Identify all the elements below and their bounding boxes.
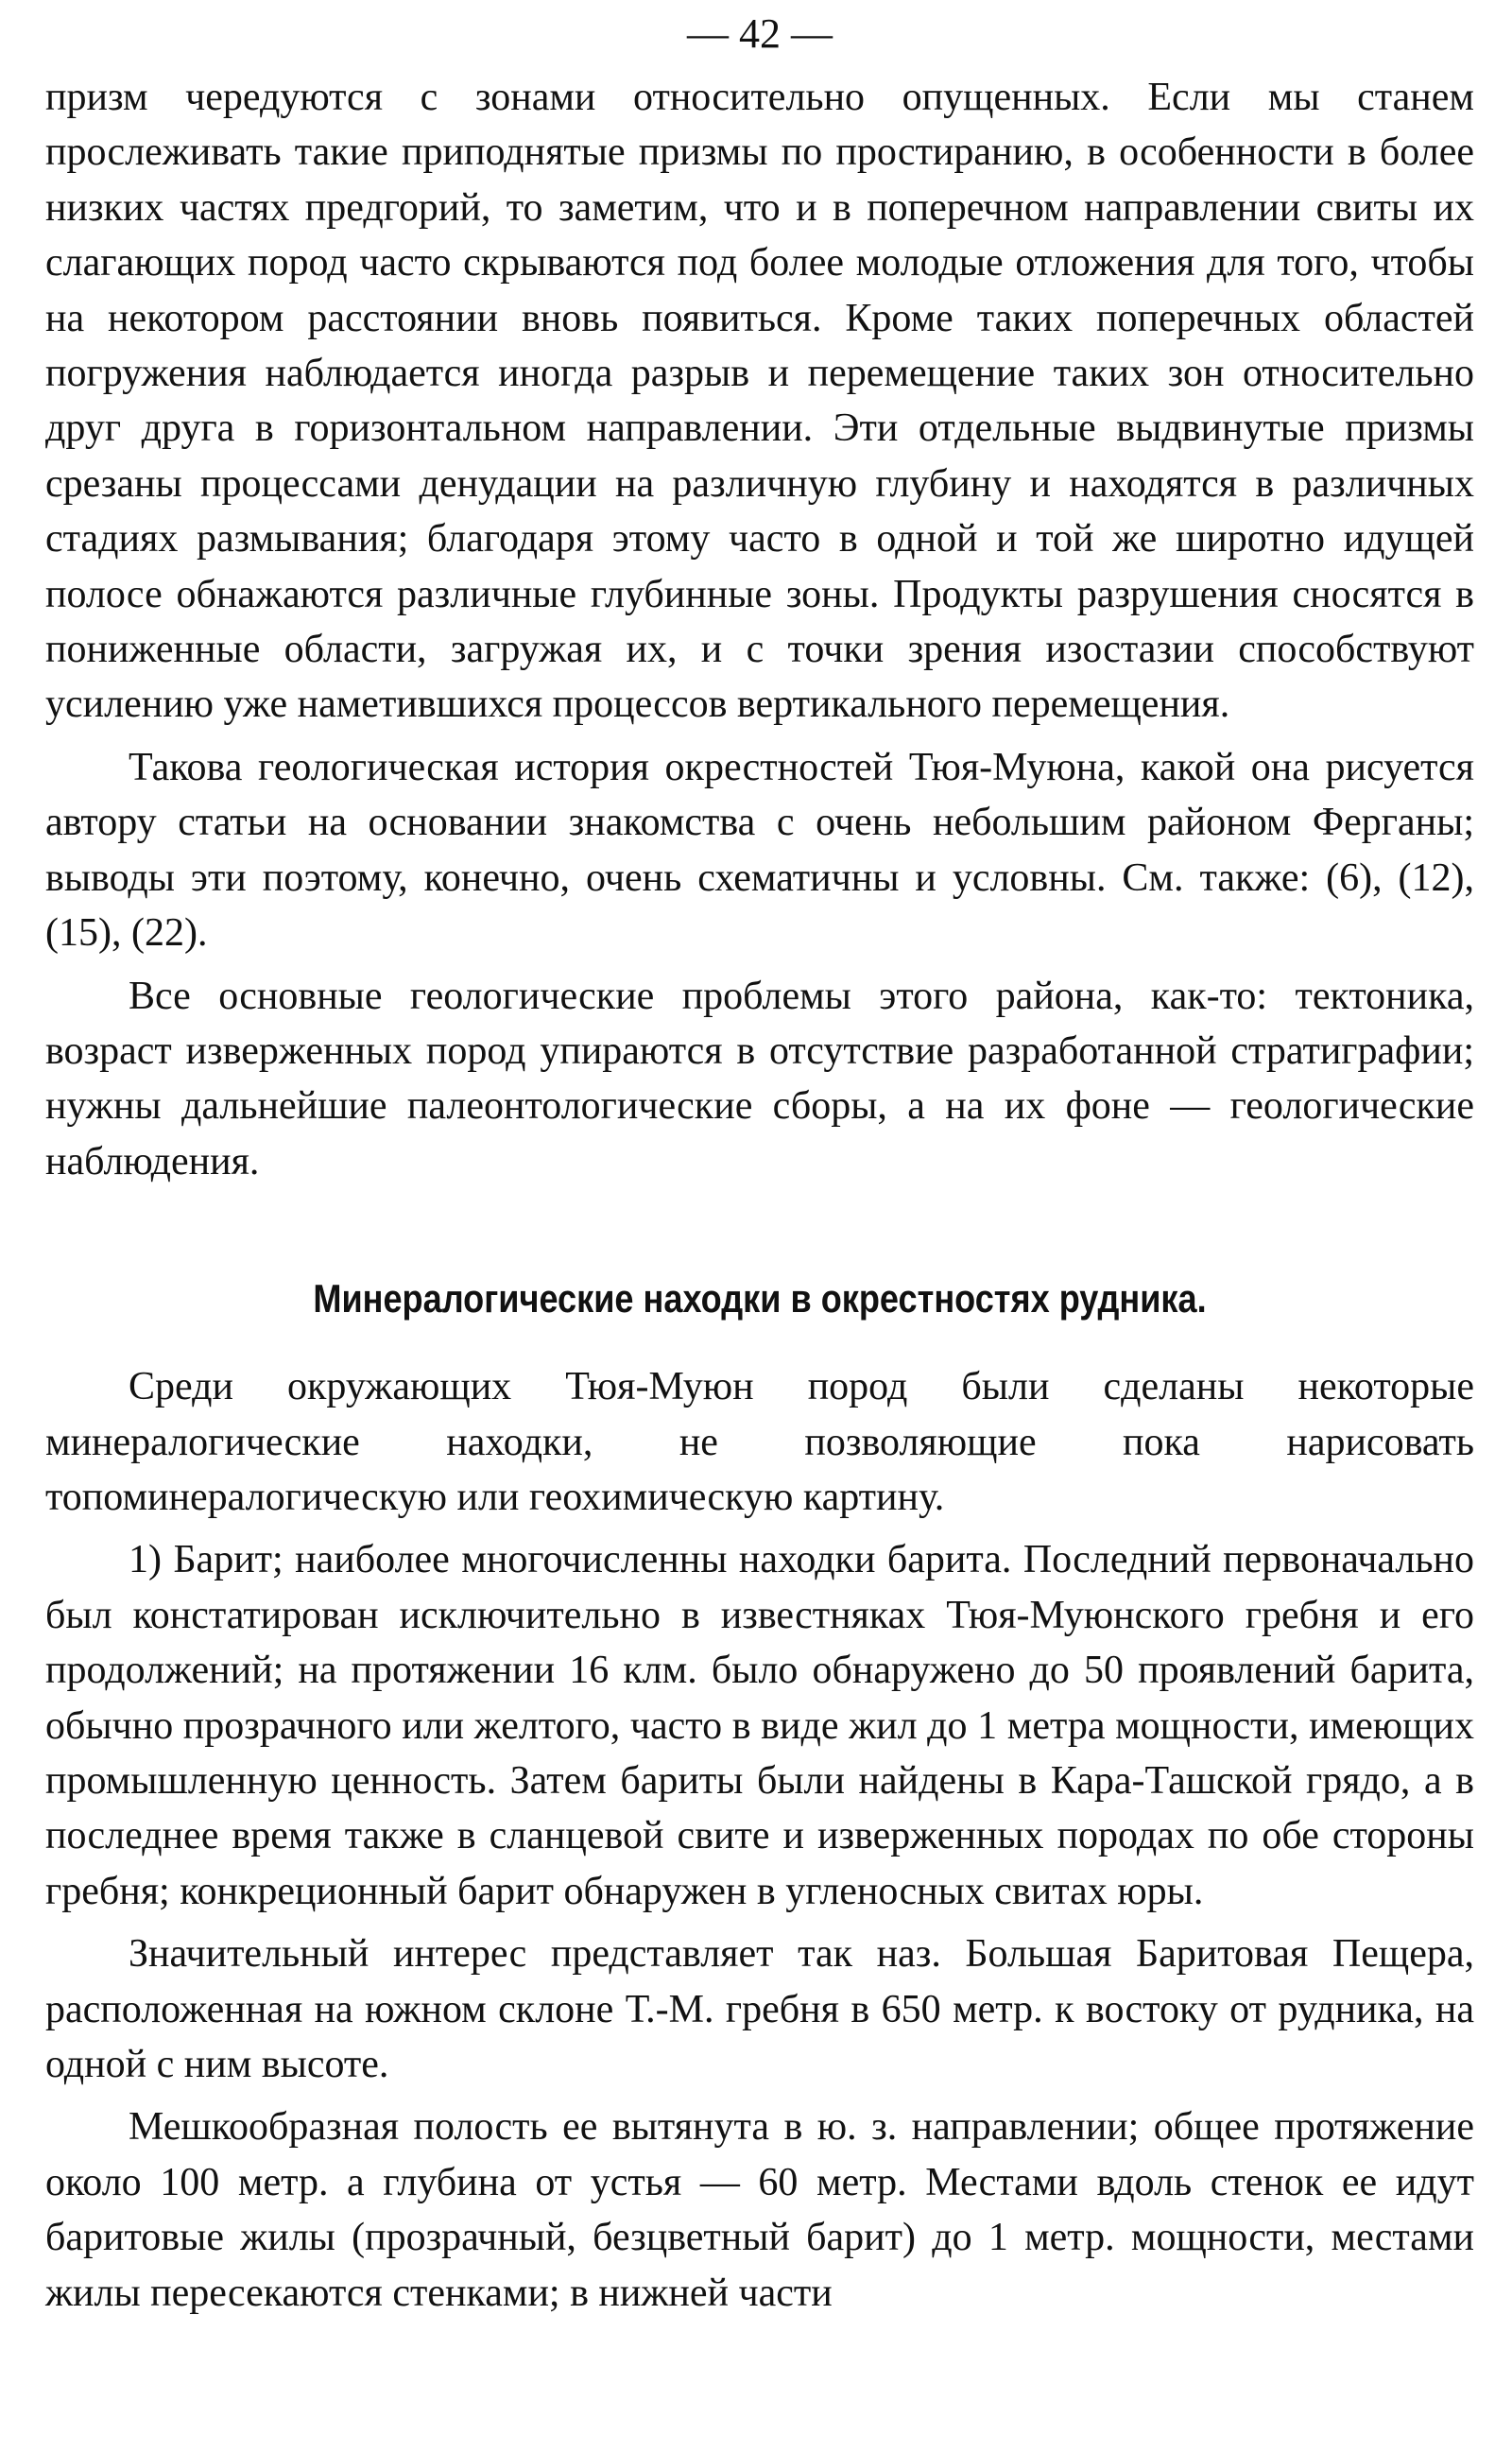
paragraph-mineral-finds-intro: Среди окружающих Тюя-Муюн пород были сделаны некоторые минералогические находки, не позволяющие пока нарисовать топоминералогическую или геохимическую картину.: [45, 1365, 1474, 1519]
paragraph-gap: [45, 1919, 1474, 1926]
paragraph-tectonics: призм чередуются с зонами относительно опущенных. Если мы станем прослеживать такие приподнятые призмы по простиранию, в особенности в более низких частях предгорий, то заметим, что и в поперечном направлении свиты их слагающих пород часто скрываются под более молодые отложения для того, чтобы на некотором расстоянии вновь появиться. Кроме таких поперечных областей погружения наблюдается иногда разрыв и перемещение таких зон относительно друг друга в горизонтальном направлении. Эти отдельные выдвинутые призмы срезаны процессами денудации на различную глубину и находятся в различных стадиях размывания; благодаря этому часто в одной и той же широтно идущей полосе обнажаются различные глубинные зоны. Продукты разрушения сносятся в пониженные области, загружая их, и с точки зрения изостазии способствуют усилению уже наметившихся процессов вертикального перемещения.: [45, 76, 1474, 727]
paragraph-gap: [45, 733, 1474, 740]
paragraph-barite: 1) Барит; наиболее многочисленны находки барита. Последний первоначально был констатирован исключительно в известняках Тюя-Муюнского гребня и его продолжений; на протяжении 16 клм. было обнаружено до 50 проявлений барита, обычно прозрачного или желтого, часто в виде жил до 1 метра мощности, имеющих промышленную ценность. Затем бариты были найдены в Кара-Ташской грядо, а в последнее время также в сланцевой свите и изверженных породах по обе стороны гребня; конкреционный барит обнаружен в угленосных свитах юры.: [45, 1538, 1474, 1913]
paragraph-barite-cave: Значительный интерес представляет так наз. Большая Баритовая Пещера, расположенная на южном склоне Т.-М. гребня в 650 метр. к востоку от рудника, на одной с ним высоте.: [45, 1932, 1474, 2086]
page-number: — 42 —: [687, 10, 833, 57]
paragraph-gap: [45, 1525, 1474, 1532]
paragraph-gap: [45, 2092, 1474, 2099]
paragraph-geologic-history: Такова геологическая история окрестностей Тюя-Муюна, какой она рисуется автору статьи на основании знакомства с очень небольшим районом Ферганы; выводы эти поэтому, конечно, очень схематичны и условны. См. также: (6), (12), (15), (22).: [45, 745, 1474, 956]
paragraph-gap: [45, 961, 1474, 969]
paragraph-geologic-problems: Все основные геологические проблемы этого района, как-то: тектоника, возраст изверженных пород упираются в отсутствие разработанной стратиграфии; нужны дальнейшие палеонтологические сборы, а на их фоне — геологические наблюдения.: [45, 974, 1474, 1183]
paragraph-cave-description: Мешкообразная полость ее вытянута в ю. з. направлении; общее протяжение около 100 метр. а глубина от устья — 60 метр. Местами вдоль стенок ее идут баритовые жилы (прозрачный, безцветный барит) до 1 метр. мощности, местами жилы пересекаются стенками; в нижней части: [45, 2105, 1474, 2315]
document-page: [45, 0, 1474, 2321]
section-title: Минералогические находки в окрестностях рудника.: [313, 1276, 1207, 1322]
